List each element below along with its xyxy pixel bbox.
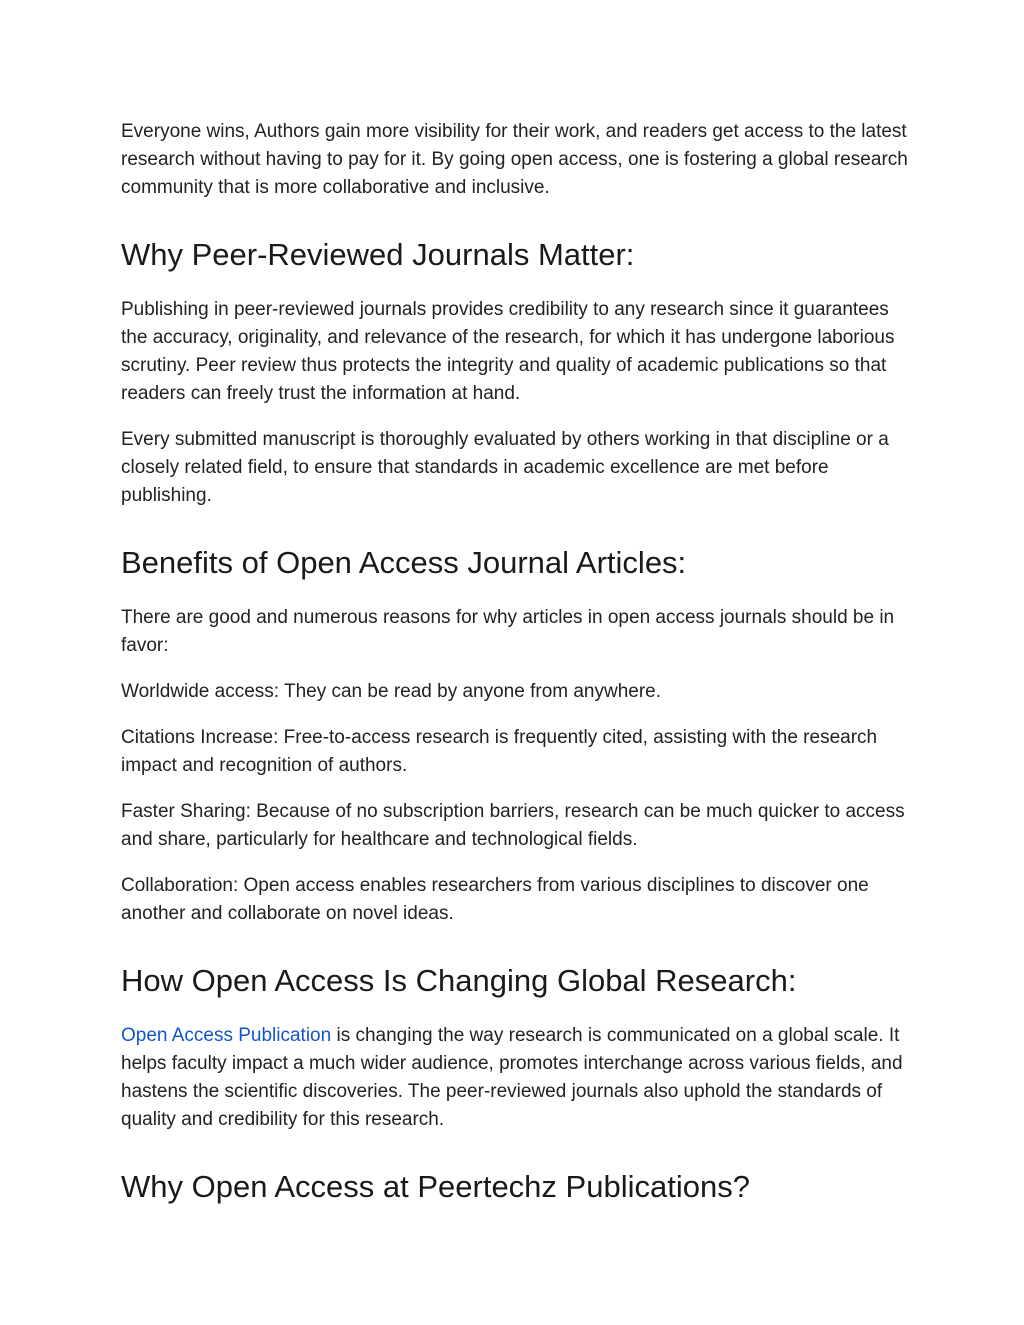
how-paragraph: [121, 1022, 911, 1134]
document-page: [121, 118, 911, 1207]
open-access-publication-link[interactable]: Open Access Publication: [121, 1025, 332, 1046]
benefit-item-collaboration: Collaboration: Open access enables researchers from various disciplines to discover one another and collaborate on novel ideas.: [121, 875, 869, 924]
benefit-item-faster-sharing: Faster Sharing: Because of no subscription barriers, research can be much quicker to access and share, particularly for healthcare and technological fields.: [121, 801, 905, 850]
peer-paragraph-1: Publishing in peer-reviewed journals provides credibility to any research since it guarantees the accuracy, originality, and relevance of the research, for which it has undergone laborious scrutiny. Peer review thus protects the integrity and quality of academic publications so that readers can freely trust the information at hand.: [121, 299, 895, 404]
intro-paragraph: Everyone wins, Authors gain more visibility for their work, and readers get access to the latest research without having to pay for it. By going open access, one is fostering a global research community that is more collaborative and inclusive.: [121, 121, 908, 198]
heading-how-open-access: How Open Access Is Changing Global Research:: [121, 963, 797, 998]
benefit-item-citations: Citations Increase: Free-to-access research is frequently cited, assisting with the research impact and recognition of authors.: [121, 727, 878, 776]
how-paragraph-text: is changing the way research is communicated on a global scale. It helps faculty impact a much wider audience, promotes interchange across various fields, and hastens the scientific discoveries. The peer-reviewed journals also uphold the standards of quality and credibility for this research.: [121, 1025, 903, 1130]
benefits-intro-paragraph: There are good and numerous reasons for why articles in open access journals should be in favor:: [121, 607, 895, 656]
heading-why-peer-reviewed: Why Peer-Reviewed Journals Matter:: [121, 237, 635, 272]
heading-benefits: Benefits of Open Access Journal Articles:: [121, 545, 687, 580]
heading-why-peertechz: Why Open Access at Peertechz Publications?: [121, 1169, 750, 1204]
benefit-item-worldwide: Worldwide access: They can be read by anyone from anywhere.: [121, 681, 662, 702]
peer-paragraph-2: Every submitted manuscript is thoroughly evaluated by others working in that discipline or a closely related field, to ensure that standards in academic excellence are met before publishing.: [121, 429, 889, 506]
